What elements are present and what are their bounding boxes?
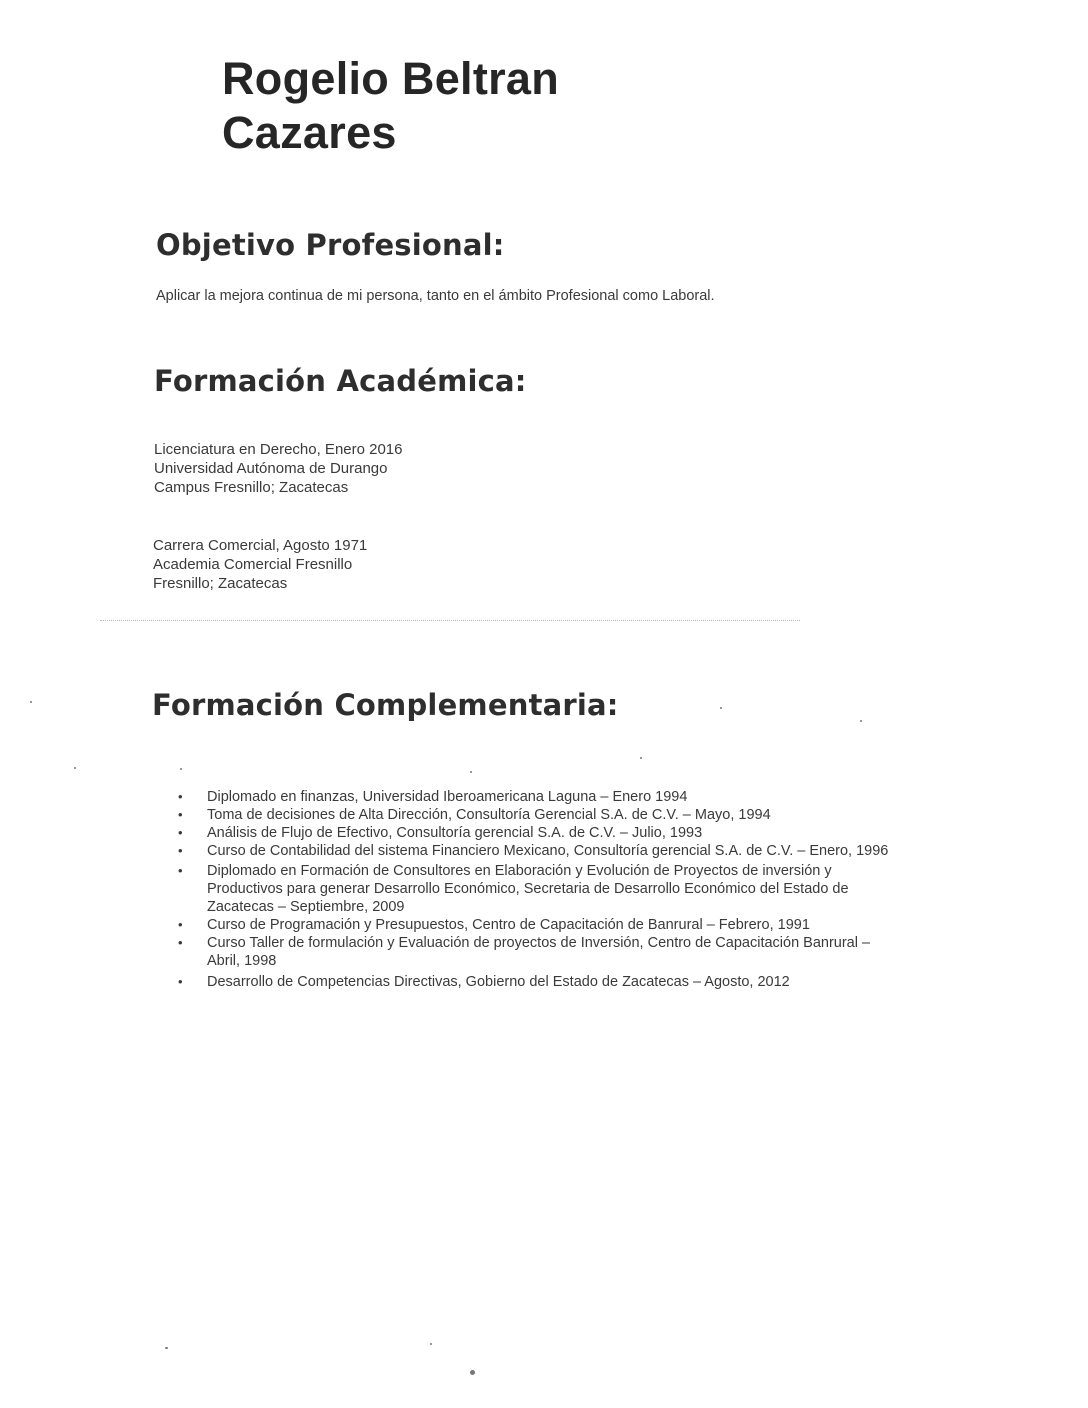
- scan-speck: [74, 767, 76, 769]
- scan-artifact-line: [100, 620, 800, 621]
- scan-speck: [30, 701, 32, 703]
- scan-speck: [180, 768, 182, 770]
- scan-speck: [165, 1347, 168, 1349]
- candidate-name-line-2: Cazares: [222, 107, 397, 158]
- candidate-name: [222, 52, 559, 160]
- education-entry: [154, 440, 403, 497]
- course-item: • Curso de Programación y Presupuestos, Centro de Capacitación de Banrural – Febrero, 1991: [176, 916, 906, 934]
- objetivo-heading: Objetivo Profesional:: [156, 228, 505, 262]
- course-item: • Desarrollo de Competencias Directivas, Gobierno del Estado de Zacatecas – Agosto, 2012: [176, 973, 906, 991]
- academica-heading: Formación Académica:: [154, 364, 527, 398]
- courses-list: [176, 788, 906, 991]
- scan-speck: [470, 771, 472, 773]
- education-location: Campus Fresnillo; Zacatecas: [154, 479, 349, 496]
- complementaria-heading: Formación Complementaria:: [152, 688, 619, 722]
- course-item: • Curso Taller de formulación y Evaluación de proyectos de Inversión, Centro de Capacitación Banrural – Abril, 1998: [176, 934, 906, 970]
- scan-speck: [720, 707, 722, 709]
- course-item: • Toma de decisiones de Alta Dirección, Consultoría Gerencial S.A. de C.V. – Mayo, 1994: [176, 806, 906, 824]
- scan-speck: [430, 1343, 432, 1345]
- education-degree: Carrera Comercial, Agosto 1971: [153, 537, 368, 554]
- education-location: Fresnillo; Zacatecas: [153, 575, 288, 592]
- scan-speck: [640, 757, 642, 759]
- course-item: • Análisis de Flujo de Efectivo, Consultoría gerencial S.A. de C.V. – Julio, 1993: [176, 824, 906, 842]
- education-institution: Universidad Autónoma de Durango: [154, 460, 388, 477]
- course-item: • Diplomado en finanzas, Universidad Iberoamericana Laguna – Enero 1994: [176, 788, 906, 806]
- candidate-name-line-1: Rogelio Beltran: [222, 53, 560, 104]
- objetivo-text: Aplicar la mejora continua de mi persona, tanto en el ámbito Profesional como Laboral.: [156, 288, 715, 304]
- scan-speck: [860, 720, 862, 722]
- scan-speck: [470, 1370, 475, 1375]
- course-item: • Diplomado en Formación de Consultores en Elaboración y Evolución de Proyectos de inversión y Productivos para generar Desarrollo Económico, Secretaria de Desarrollo Económico del Estado de Zacatecas – Septiembre, 2009: [176, 862, 906, 916]
- education-entry: [153, 536, 367, 593]
- course-item: • Curso de Contabilidad del sistema Financiero Mexicano, Consultoría gerencial S.A. de C.V. – Enero, 1996: [176, 842, 906, 860]
- education-institution: Academia Comercial Fresnillo: [153, 556, 353, 573]
- education-degree: Licenciatura en Derecho, Enero 2016: [154, 441, 403, 458]
